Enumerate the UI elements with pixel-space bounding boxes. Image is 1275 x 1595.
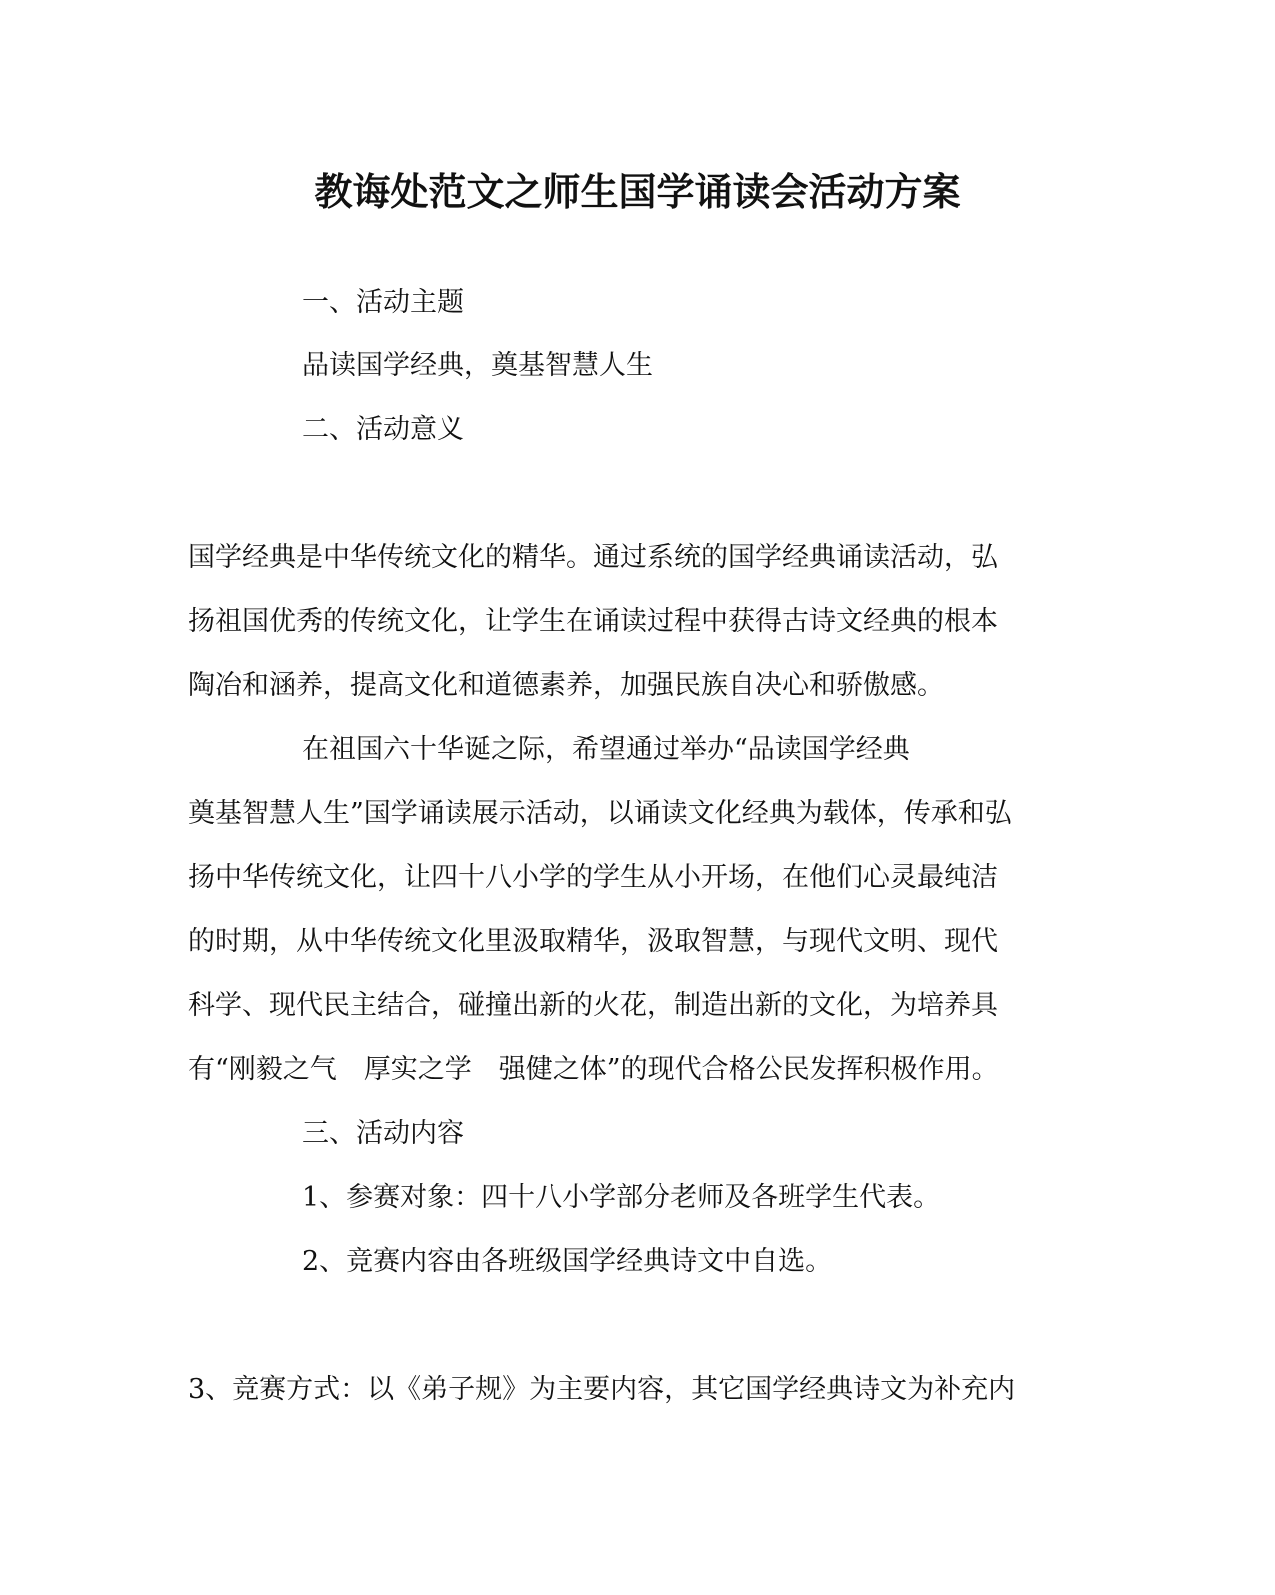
paragraph-line: 奠基智慧人生”国学诵读展示活动，以诵读文化经典为载体，传承和弘 xyxy=(188,798,1012,829)
paragraph-line: 扬祖国优秀的传统文化，让学生在诵读过程中获得古诗文经典的根本 xyxy=(188,606,998,637)
paragraph-line: 国学经典是中华传统文化的精华。通过系统的国学经典诵读活动，弘 xyxy=(188,542,998,573)
section-heading-significance: 二、活动意义 xyxy=(302,414,464,445)
section-heading-theme: 一、活动主题 xyxy=(302,287,464,318)
list-item: 3、竞赛方式：以《弟子规》为主要内容，其它国学经典诗文为补充内 xyxy=(188,1374,1016,1405)
paragraph-line: 扬中华传统文化，让四十八小学的学生从小开场，在他们心灵最纯洁 xyxy=(188,862,998,893)
section-heading-content: 三、活动内容 xyxy=(302,1118,464,1149)
document-title: 教诲处范文之师生国学诵读会活动方案 xyxy=(314,169,961,214)
paragraph-line: 有“刚毅之气 厚实之学 强健之体”的现代合格公民发挥积极作用。 xyxy=(188,1054,999,1085)
paragraph-line: 科学、现代民主结合，碰撞出新的火花，制造出新的文化，为培养具 xyxy=(188,990,998,1021)
paragraph-line: 的时期，从中华传统文化里汲取精华，汲取智慧，与现代文明、现代 xyxy=(188,926,998,957)
paragraph-line: 在祖国六十华诞之际，希望通过举办“品读国学经典 xyxy=(302,734,910,765)
paragraph-line: 陶冶和涵养，提高文化和道德素养，加强民族自决心和骄傲感。 xyxy=(188,670,944,701)
list-item: 1、参赛对象：四十八小学部分老师及各班学生代表。 xyxy=(302,1182,941,1213)
theme-text: 品读国学经典，奠基智慧人生 xyxy=(302,350,653,381)
list-item: 2、竞赛内容由各班级国学经典诗文中自选。 xyxy=(302,1246,833,1277)
